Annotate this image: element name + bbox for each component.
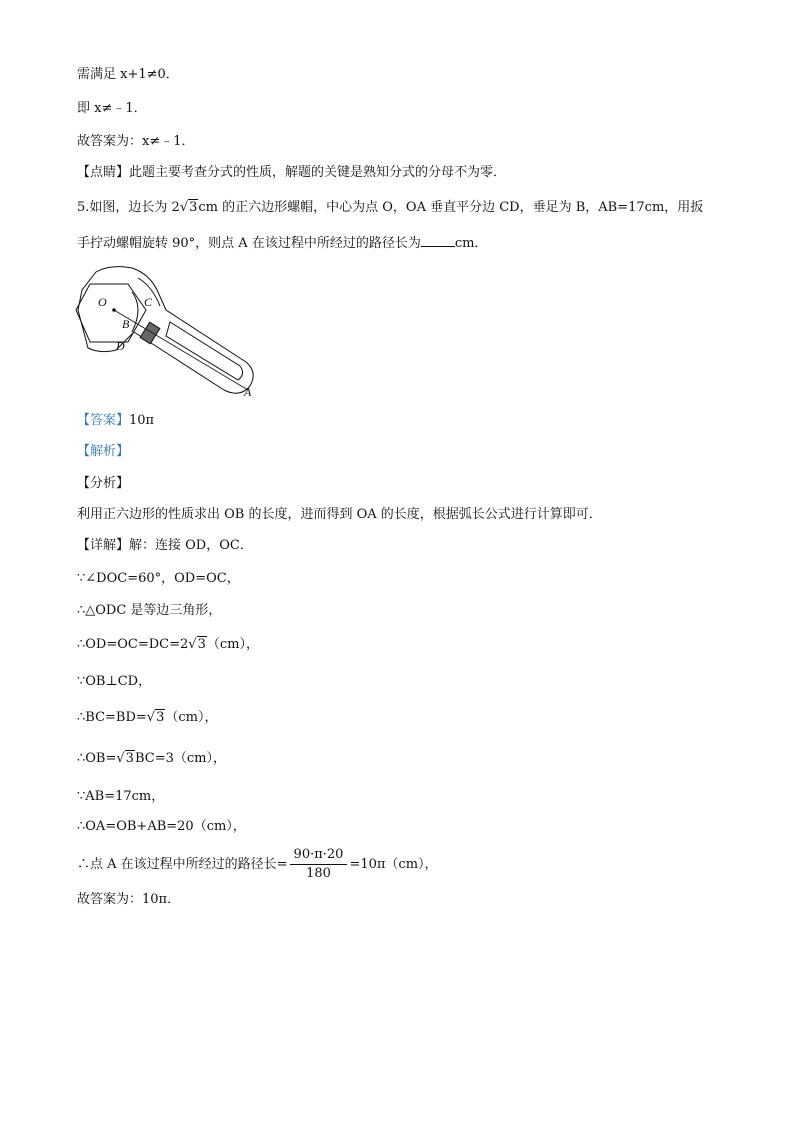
detail-line: ∴OA=OB+AB=20（cm）， (77, 819, 246, 834)
wrench-outline (78, 267, 253, 394)
sqrt-expr: √3 (179, 200, 198, 215)
label-B: B (122, 317, 130, 331)
text-line: 即 x≠﹣1． (77, 101, 147, 116)
detail-line: 故答案为：10π． (77, 892, 181, 907)
question-text: cm 的正六边形螺帽，中心为点 O，OA 垂直平分边 CD，垂足为 B，AB=17cm，用扳 (198, 200, 704, 215)
answer-blank (421, 234, 455, 247)
text-line: 故答案为：x≠﹣1． (77, 134, 195, 149)
detail-line: ∵AB=17cm， (77, 789, 165, 804)
detail-line: ∵OB⊥CD， (77, 674, 152, 689)
question-text: 5.如图，边长为 2 (77, 200, 180, 215)
question-line-2 (77, 234, 487, 253)
sqrt-expr: √3 (146, 710, 165, 725)
section-jiexi: 【解析】 (77, 444, 130, 459)
detail-line: 【详解】解：连接 OD，OC． (77, 538, 253, 553)
label-C: C (144, 295, 153, 309)
answer-value: 10π (129, 413, 155, 428)
wrench-figure (70, 262, 270, 402)
detail-line: ∴OB=√3BC=3（cm）， (77, 751, 226, 766)
analysis-text: 利用正六边形的性质求出 OB 的长度，进而得到 OA 的长度，根据弧长公式进行计算即可． (77, 507, 602, 522)
handle-slot (166, 322, 243, 380)
label-O: O (98, 295, 107, 309)
detail-line-fraction: ∴点 A 在该过程中所经过的路径长= $\frac{90\cdot\pi\cdot 20}{180}$ =10π（cm）， (77, 847, 438, 881)
sqrt-expr: √3 (116, 751, 134, 766)
detail-line: ∴△ODC 是等边三角形， (77, 603, 222, 618)
sqrt-expr: √3 (188, 637, 206, 652)
grip-block (140, 322, 160, 344)
note-line: 【点睛】此题主要考查分式的性质，解题的关键是熟知分式的分母不为零． (77, 165, 507, 180)
answer-label: 【答案】 (77, 413, 130, 428)
text-line: 需满足 x+1≠0． (77, 67, 179, 82)
label-D: D (116, 339, 125, 353)
question-line-1 (77, 199, 703, 217)
answer-line (77, 412, 154, 430)
detail-line: ∴BC=BD=√3（cm）， (77, 710, 218, 725)
fraction: $\frac{90\cdot\pi\cdot 20}{180}$ (290, 846, 348, 883)
question-text: cm． (454, 236, 488, 251)
label-A: A (244, 385, 252, 399)
question-text: 手拧动螺帽旋转 90°，则点 A 在该过程中所经过的路径长为 (77, 236, 421, 251)
detail-line: ∴OD=OC=DC=2√3（cm）， (77, 637, 259, 652)
detail-line: ∵∠DOC=60°，OD=OC， (77, 571, 240, 586)
section-fenxi: 【分析】 (77, 476, 130, 491)
